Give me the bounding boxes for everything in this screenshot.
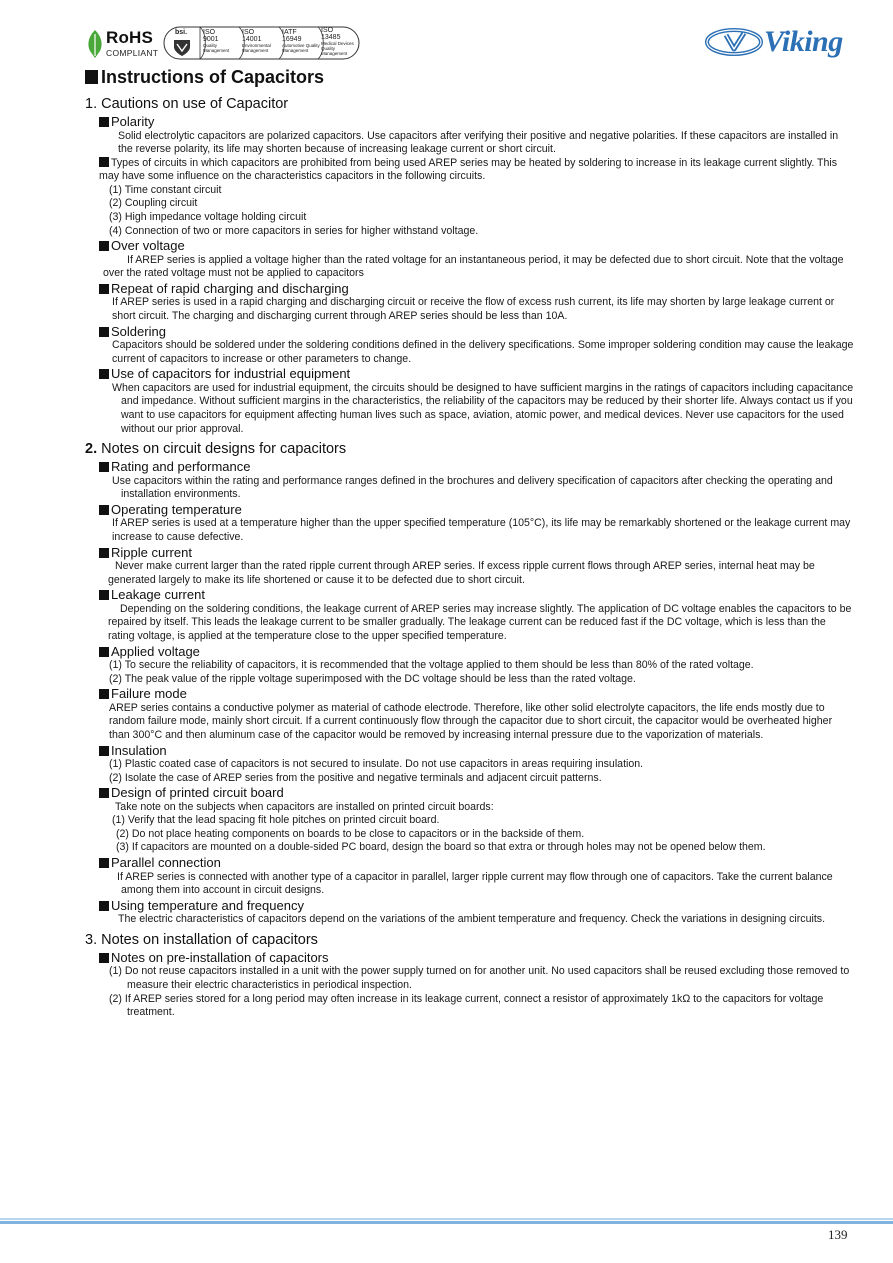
- section-2-heading: 2. Notes on circuit designs for capacitors: [85, 441, 347, 458]
- section-3-heading: 3. Notes on installation of capacitors: [85, 931, 318, 948]
- square-bullet-icon: [99, 953, 109, 963]
- ripple-current-text: Never make current larger than the rated ripple current through AREP series. If excess ripple current flows through AREP series, internal heat may be generated largely to make its life shortened or cause it to be defected due to short circuit.: [108, 560, 815, 586]
- circuit-types-item: (4) Connection of two or more capacitors in series for higher withstand voltage.: [109, 224, 479, 237]
- cert-iso13485: ISO 13485 Medical Devices Quality Management: [321, 27, 354, 56]
- circuit-types-text: Types of circuits in which capacitors are prohibited from being used AREP series may be heated by soldering to increase in its leakage current slightly. This may have some influence on the characteristics capacitors in the following circuits.: [99, 156, 838, 183]
- insulation-item: (1) Plastic coated case of capacitors is not secured to insulate. Do not use capacitors in areas requiring insulation.: [109, 758, 644, 770]
- pre-installation-item: (1) Do not reuse capacitors installed in a unit with the power supply turned on for another unit. No used capacitors shall be reused excluding those removed to measure their electric characteristics in periodical inspection.: [109, 965, 850, 991]
- circuit-types-item: (1) Time constant circuit: [109, 183, 222, 196]
- industrial-heading: Use of capacitors for industrial equipment: [99, 366, 855, 382]
- leakage-current-text: Depending on the soldering conditions, the leakage current of AREP series may increase slightly. The application of DC voltage enables the capacitors to be repaired by itself. This leads the leakage current to be smaller gradually. The leakage current can be reduced fast if the DC voltage, which is less than the rating voltage, is applied at the temperature close to the upper specified temperature.: [108, 602, 852, 642]
- pre-installation-item: (2) If AREP series stored for a long period may often increase in its leakage current, connect a resistor of approximately 1kΩ to the capacitors for voltage treatment.: [109, 992, 824, 1019]
- cert-iatf16949: IATF 16949 Automotive Quality Management: [282, 29, 320, 53]
- square-bullet-icon: [99, 788, 109, 798]
- using-temperature-text: The electric characteristics of capacitors depend on the variations of the ambient temperature and frequency. Check the variations in designing circuits.: [118, 913, 826, 926]
- square-bullet-icon: [99, 505, 109, 515]
- square-bullet-icon: [99, 689, 109, 699]
- square-bullet-icon: [99, 462, 109, 472]
- logo-wordmark: Viking: [764, 25, 843, 58]
- bsi-label: bsi.: [175, 29, 188, 36]
- square-bullet-icon: [99, 901, 109, 911]
- soldering-text: Capacitors should be soldered under the soldering conditions defined in the delivery specifications. Some improper soldering condition may cause the leakage current of capacitors to increase or other parameters to change.: [112, 339, 854, 365]
- industrial-text: When capacitors are used for industrial equipment, the circuits should be designed to have sufficient margins in the ratings of capacitors including capacitance and impedance. Without sufficient margins in the characteristics, the reliability of the capacitors may be reduced by their shorter life. Always contact us if you want to use capacitors for equipment affecting human lives such as space, aviation, atomic power, and medical devices. Never use capacitors for the used without our prior approval.: [112, 381, 854, 435]
- square-bullet-icon: [99, 327, 109, 337]
- rating-text: Use capacitors within the rating and performance ranges defined in the brochures and delivery specification of capacitors after checking the operating and installation environments.: [112, 474, 833, 501]
- page-number: 139: [828, 1227, 848, 1242]
- failure-mode-text: AREP series contains a conductive polymer as material of cathode electrode. Therefore, like other solid electrolyte capacitors, the life ends mostly due to random failure mode, mainly short circuit. If a current continuously flow through the capacitor due to short circuit, the capacitor would be overheated higher than 300°C and then aluminum case of the capacitor would be removed by increasing internal pressure due to the vaporization of materials.: [109, 701, 833, 741]
- square-bullet-icon: [99, 241, 109, 251]
- page-title: Instructions of Capacitors: [85, 66, 855, 89]
- circuit-types-item: (2) Coupling circuit: [109, 197, 198, 210]
- square-bullet-icon: [99, 746, 109, 756]
- insulation-item: (2) Isolate the case of AREP series from the positive and negative terminals and adjacent circuit patterns.: [109, 771, 602, 784]
- leaf-icon: [86, 29, 104, 59]
- cert-iso14001: ISO 14001 Environmental Management: [242, 29, 271, 53]
- rohs-subtitle: COMPLIANT: [106, 48, 159, 58]
- parallel-connection-heading: Parallel connection: [99, 855, 855, 871]
- rohs-badge: [86, 27, 158, 61]
- square-bullet-icon: [99, 284, 109, 294]
- pcb-design-intro: Take note on the subjects when capacitors are installed on printed circuit boards:: [115, 800, 494, 813]
- square-bullet-icon: [99, 369, 109, 379]
- viking-emblem-icon: [704, 22, 764, 62]
- pcb-design-item: (2) Do not place heating components on boards to be close to capacitors or in the backside of them.: [116, 827, 585, 840]
- section-1-heading: 1. Cautions on use of Capacitor: [85, 96, 289, 112]
- pre-installation-heading: Notes on pre-installation of capacitors: [99, 950, 855, 966]
- leakage-current-heading: Leakage current: [99, 587, 855, 603]
- rohs-title: RoHS: [106, 28, 154, 47]
- square-bullet-icon: [99, 157, 109, 167]
- polarity-text: Solid electrolytic capacitors are polarized capacitors. Use capacitors after verifying their positive and negative polarities. If these capacitors are installed in the reverse polarity, its life may shorten because of increasing leakage current or short circuit.: [118, 129, 839, 156]
- page-header: [0, 0, 893, 66]
- rapid-charging-text: If AREP series is used in a rapid charging and discharging circuit or receive the flow of excess rush current, its life may shorten by large leakage current or short circuit. The charging and discharging current through AREP series should be less than 10A.: [112, 296, 835, 323]
- using-temperature-heading: Using temperature and frequency: [99, 898, 855, 914]
- circuit-types-item: (3) High impedance voltage holding circuit: [109, 211, 307, 224]
- operating-temperature-text: If AREP series is used at a temperature higher than the upper specified temperature (105°C), its life may be remarkably shortened or the leakage current may increase to cause defective.: [112, 517, 851, 543]
- viking-logo: [704, 22, 854, 62]
- pcb-design-item: (1) Verify that the lead spacing fit hole pitches on printed circuit board.: [112, 814, 440, 827]
- document-body: [85, 66, 855, 1020]
- square-bullet-icon: [99, 858, 109, 868]
- failure-mode-heading: Failure mode: [99, 686, 855, 702]
- ripple-current-heading: Ripple current: [99, 545, 855, 561]
- pcb-design-heading: Design of printed circuit board: [99, 785, 855, 801]
- over-voltage-text: If AREP series is applied a voltage higher than the rated voltage for an instantaneous period, it may be defected due to short circuit. Note that the voltage over the rated voltage must not be applied to capacitors: [103, 253, 844, 280]
- over-voltage-heading: Over voltage: [99, 238, 855, 254]
- square-bullet-icon: [85, 70, 98, 84]
- insulation-heading: Insulation: [99, 743, 855, 759]
- operating-temperature-heading: Operating temperature: [99, 502, 855, 518]
- applied-voltage-heading: Applied voltage: [99, 644, 855, 660]
- certification-strip: [163, 26, 360, 60]
- square-bullet-icon: [99, 548, 109, 558]
- footer-rule: [0, 1218, 893, 1226]
- rapid-charging-heading: Repeat of rapid charging and discharging: [99, 281, 855, 297]
- rating-heading: Rating and performance: [99, 459, 855, 475]
- square-bullet-icon: [99, 590, 109, 600]
- applied-voltage-item: (2) The peak value of the ripple voltage superimposed with the DC voltage should be less than the rated voltage.: [109, 672, 636, 685]
- soldering-heading: Soldering: [99, 324, 855, 340]
- applied-voltage-item: (1) To secure the reliability of capacitors, it is recommended that the voltage applied to them should be less than 80% of the rated voltage.: [109, 659, 754, 672]
- pcb-design-item: (3) If capacitors are mounted on a double-sided PC board, design the board so that extra or through holes may not be opened below them.: [116, 841, 766, 854]
- square-bullet-icon: [99, 647, 109, 657]
- cert-iso9001: ISO 9001 Quality Management: [203, 29, 230, 53]
- square-bullet-icon: [99, 117, 109, 127]
- polarity-heading: Polarity: [99, 114, 855, 130]
- parallel-connection-text: If AREP series is connected with another type of a capacitor in parallel, larger ripple current may flow through one of capacitors. Take the current balance among them into account in circuit designs.: [117, 870, 833, 897]
